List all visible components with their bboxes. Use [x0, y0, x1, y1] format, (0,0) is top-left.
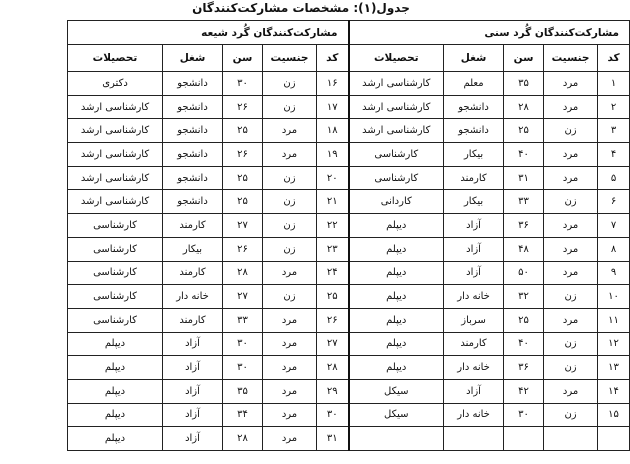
cell-education: کاردانی	[349, 190, 444, 214]
cell-education: کارشناسی ارشد	[349, 72, 444, 96]
cell-gender: زن	[263, 95, 317, 119]
cell-age: ۳۵	[223, 379, 263, 403]
cell-age: ۳۶	[504, 214, 544, 238]
cell-job: آزاد	[163, 332, 223, 356]
cell-gender: مرد	[263, 379, 317, 403]
cell-age: ۴۰	[504, 332, 544, 356]
cell-code: ۹	[598, 261, 630, 285]
cell-job: آزاد	[444, 237, 504, 261]
cell-gender: مرد	[544, 308, 598, 332]
cell-age: ۳۰	[223, 72, 263, 96]
cell-age: ۳۴	[223, 403, 263, 427]
table-row	[68, 237, 630, 261]
cell-education: دیپلم	[349, 332, 444, 356]
cell-code: ۲۹	[317, 379, 349, 403]
cell-job: بیکار	[444, 143, 504, 167]
cell-gender: مرد	[263, 403, 317, 427]
cell-education: دیپلم	[68, 403, 163, 427]
cell-gender: زن	[263, 285, 317, 309]
cell-education: کارشناسی	[68, 237, 163, 261]
cell-job: دانشجو	[163, 166, 223, 190]
cell-education: کارشناسی ارشد	[349, 95, 444, 119]
col-header-age: سن	[223, 45, 263, 72]
cell-code: ۱۱	[598, 308, 630, 332]
cell-job: دانشجو	[163, 72, 223, 96]
cell-education: کارشناسی	[68, 285, 163, 309]
cell-education: دیپلم	[68, 379, 163, 403]
cell-age: ۲۵	[223, 166, 263, 190]
cell-education: کارشناسی	[68, 261, 163, 285]
cell-education: کارشناسی ارشد	[349, 119, 444, 143]
cell-job: خانه دار	[444, 285, 504, 309]
cell-education: کارشناسی	[349, 166, 444, 190]
cell-education: کارشناسی ارشد	[68, 190, 163, 214]
cell-code: ۱۰	[598, 285, 630, 309]
cell-gender: زن	[263, 190, 317, 214]
cell-code: ۲۲	[317, 214, 349, 238]
cell-education: کارشناسی ارشد	[68, 166, 163, 190]
group-header-shia: مشارکت‌کنندگان گُرد شیعه	[68, 21, 349, 45]
cell-gender: مرد	[544, 214, 598, 238]
cell-education: دکتری	[68, 72, 163, 96]
table-row	[68, 427, 630, 451]
cell-job: دانشجو	[163, 95, 223, 119]
table-row	[68, 119, 630, 143]
cell-code: ۲۵	[317, 285, 349, 309]
cell-gender: مرد	[263, 356, 317, 380]
cell-education: دیپلم	[68, 427, 163, 451]
cell-job: سرباز	[444, 308, 504, 332]
cell-code	[598, 427, 630, 451]
cell-education: دیپلم	[68, 356, 163, 380]
cell-age: ۳۰	[223, 356, 263, 380]
cell-job: آزاد	[163, 379, 223, 403]
table-row	[68, 214, 630, 238]
cell-gender: مرد	[544, 166, 598, 190]
cell-job: آزاد	[444, 214, 504, 238]
table-row	[68, 356, 630, 380]
cell-gender: مرد	[263, 261, 317, 285]
cell-code: ۲	[598, 95, 630, 119]
cell-job: خانه دار	[444, 356, 504, 380]
cell-gender: زن	[544, 285, 598, 309]
cell-gender: زن	[263, 237, 317, 261]
cell-age: ۲۶	[223, 95, 263, 119]
table-row	[68, 166, 630, 190]
cell-gender: مرد	[544, 95, 598, 119]
cell-code: ۱۷	[317, 95, 349, 119]
cell-education: کارشناسی ارشد	[68, 143, 163, 167]
cell-gender: زن	[544, 332, 598, 356]
cell-code: ۱۹	[317, 143, 349, 167]
cell-job: خانه دار	[444, 403, 504, 427]
cell-job	[444, 427, 504, 451]
cell-job: کارمند	[444, 332, 504, 356]
cell-gender: زن	[544, 356, 598, 380]
cell-gender	[544, 427, 598, 451]
cell-gender: مرد	[544, 72, 598, 96]
table-row	[68, 332, 630, 356]
cell-code: ۷	[598, 214, 630, 238]
table-row	[68, 143, 630, 167]
cell-education: دیپلم	[349, 356, 444, 380]
cell-education: کارشناسی ارشد	[68, 119, 163, 143]
cell-age: ۲۷	[223, 285, 263, 309]
cell-education	[349, 427, 444, 451]
cell-education: سیکل	[349, 379, 444, 403]
cell-education: سیکل	[349, 403, 444, 427]
cell-job: کارمند	[163, 308, 223, 332]
participants-table	[67, 20, 630, 451]
cell-job: دانشجو	[444, 119, 504, 143]
cell-age: ۴۰	[504, 143, 544, 167]
table-row	[68, 261, 630, 285]
cell-job: بیکار	[444, 190, 504, 214]
cell-education: دیپلم	[349, 214, 444, 238]
table-row	[68, 379, 630, 403]
cell-education: دیپلم	[349, 237, 444, 261]
cell-gender: مرد	[263, 143, 317, 167]
col-header-gender: جنسیت	[263, 45, 317, 72]
cell-code: ۲۱	[317, 190, 349, 214]
cell-code: ۲۳	[317, 237, 349, 261]
cell-age: ۲۶	[223, 237, 263, 261]
table-row	[68, 308, 630, 332]
cell-code: ۱	[598, 72, 630, 96]
cell-job: کارمند	[163, 261, 223, 285]
cell-age: ۳۱	[504, 166, 544, 190]
cell-job: آزاد	[163, 427, 223, 451]
cell-age: ۵۰	[504, 261, 544, 285]
cell-gender: زن	[263, 72, 317, 96]
col-header-job: شغل	[444, 45, 504, 72]
cell-age: ۳۶	[504, 356, 544, 380]
cell-job: دانشجو	[163, 190, 223, 214]
cell-code: ۱۶	[317, 72, 349, 96]
cell-code: ۱۵	[598, 403, 630, 427]
col-header-code: کد	[317, 45, 349, 72]
col-header-education: تحصیلات	[68, 45, 163, 72]
cell-code: ۳	[598, 119, 630, 143]
col-header-gender: جنسیت	[544, 45, 598, 72]
cell-code: ۳۰	[317, 403, 349, 427]
table-row	[68, 285, 630, 309]
cell-age: ۳۰	[223, 332, 263, 356]
table-row	[68, 72, 630, 96]
cell-education: کارشناسی ارشد	[68, 95, 163, 119]
cell-code: ۳۱	[317, 427, 349, 451]
cell-education: کارشناسی	[68, 308, 163, 332]
cell-gender: مرد	[544, 379, 598, 403]
cell-code: ۱۴	[598, 379, 630, 403]
cell-education: دیپلم	[349, 308, 444, 332]
cell-age: ۲۵	[223, 119, 263, 143]
cell-job: آزاد	[444, 261, 504, 285]
cell-gender: مرد	[263, 332, 317, 356]
cell-gender: مرد	[544, 237, 598, 261]
cell-job: دانشجو	[163, 143, 223, 167]
cell-job: معلم	[444, 72, 504, 96]
cell-education: دیپلم	[68, 332, 163, 356]
cell-job: کارمند	[163, 214, 223, 238]
cell-job: کارمند	[444, 166, 504, 190]
cell-age: ۲۸	[223, 261, 263, 285]
cell-age: ۳۳	[223, 308, 263, 332]
cell-age: ۳۵	[504, 72, 544, 96]
cell-age: ۲۵	[504, 119, 544, 143]
cell-age: ۳۰	[504, 403, 544, 427]
cell-code: ۲۴	[317, 261, 349, 285]
cell-gender: زن	[544, 190, 598, 214]
cell-job: دانشجو	[444, 95, 504, 119]
cell-gender: مرد	[263, 308, 317, 332]
cell-code: ۶	[598, 190, 630, 214]
cell-age: ۴۲	[504, 379, 544, 403]
cell-gender: مرد	[263, 427, 317, 451]
cell-education: کارشناسی	[349, 143, 444, 167]
cell-code: ۲۸	[317, 356, 349, 380]
cell-code: ۲۷	[317, 332, 349, 356]
cell-gender: زن	[263, 214, 317, 238]
table-caption: جدول(۱): مشخصات مشارکت‌کنندگان	[192, 1, 410, 15]
cell-education: کارشناسی	[68, 214, 163, 238]
cell-age: ۲۷	[223, 214, 263, 238]
cell-code: ۵	[598, 166, 630, 190]
table-row	[68, 403, 630, 427]
cell-job: دانشجو	[163, 119, 223, 143]
cell-gender: مرد	[263, 119, 317, 143]
cell-code: ۴	[598, 143, 630, 167]
cell-education: دیپلم	[349, 261, 444, 285]
cell-job: آزاد	[163, 356, 223, 380]
cell-education: دیپلم	[349, 285, 444, 309]
cell-code: ۲۶	[317, 308, 349, 332]
cell-gender: زن	[544, 119, 598, 143]
cell-code: ۲۰	[317, 166, 349, 190]
cell-age: ۲۵	[504, 308, 544, 332]
group-header-sunni: مشارکت‌کنندگان گُرد سنی	[349, 21, 630, 45]
cell-age: ۳۳	[504, 190, 544, 214]
cell-code: ۱۳	[598, 356, 630, 380]
col-header-code: کد	[598, 45, 630, 72]
col-header-education: تحصیلات	[349, 45, 444, 72]
cell-age: ۲۸	[504, 95, 544, 119]
col-header-job: شغل	[163, 45, 223, 72]
cell-code: ۱۸	[317, 119, 349, 143]
cell-gender: مرد	[544, 143, 598, 167]
cell-gender: زن	[544, 403, 598, 427]
cell-job: آزاد	[444, 379, 504, 403]
cell-code: ۸	[598, 237, 630, 261]
cell-code: ۱۲	[598, 332, 630, 356]
cell-age: ۲۶	[223, 143, 263, 167]
cell-job: آزاد	[163, 403, 223, 427]
cell-age: ۲۵	[223, 190, 263, 214]
cell-age	[504, 427, 544, 451]
cell-gender: زن	[263, 166, 317, 190]
col-header-age: سن	[504, 45, 544, 72]
cell-job: بیکار	[163, 237, 223, 261]
table-row	[68, 190, 630, 214]
cell-age: ۲۸	[223, 427, 263, 451]
cell-age: ۴۸	[504, 237, 544, 261]
cell-age: ۳۲	[504, 285, 544, 309]
cell-gender: مرد	[544, 261, 598, 285]
cell-job: خانه دار	[163, 285, 223, 309]
table-row	[68, 95, 630, 119]
